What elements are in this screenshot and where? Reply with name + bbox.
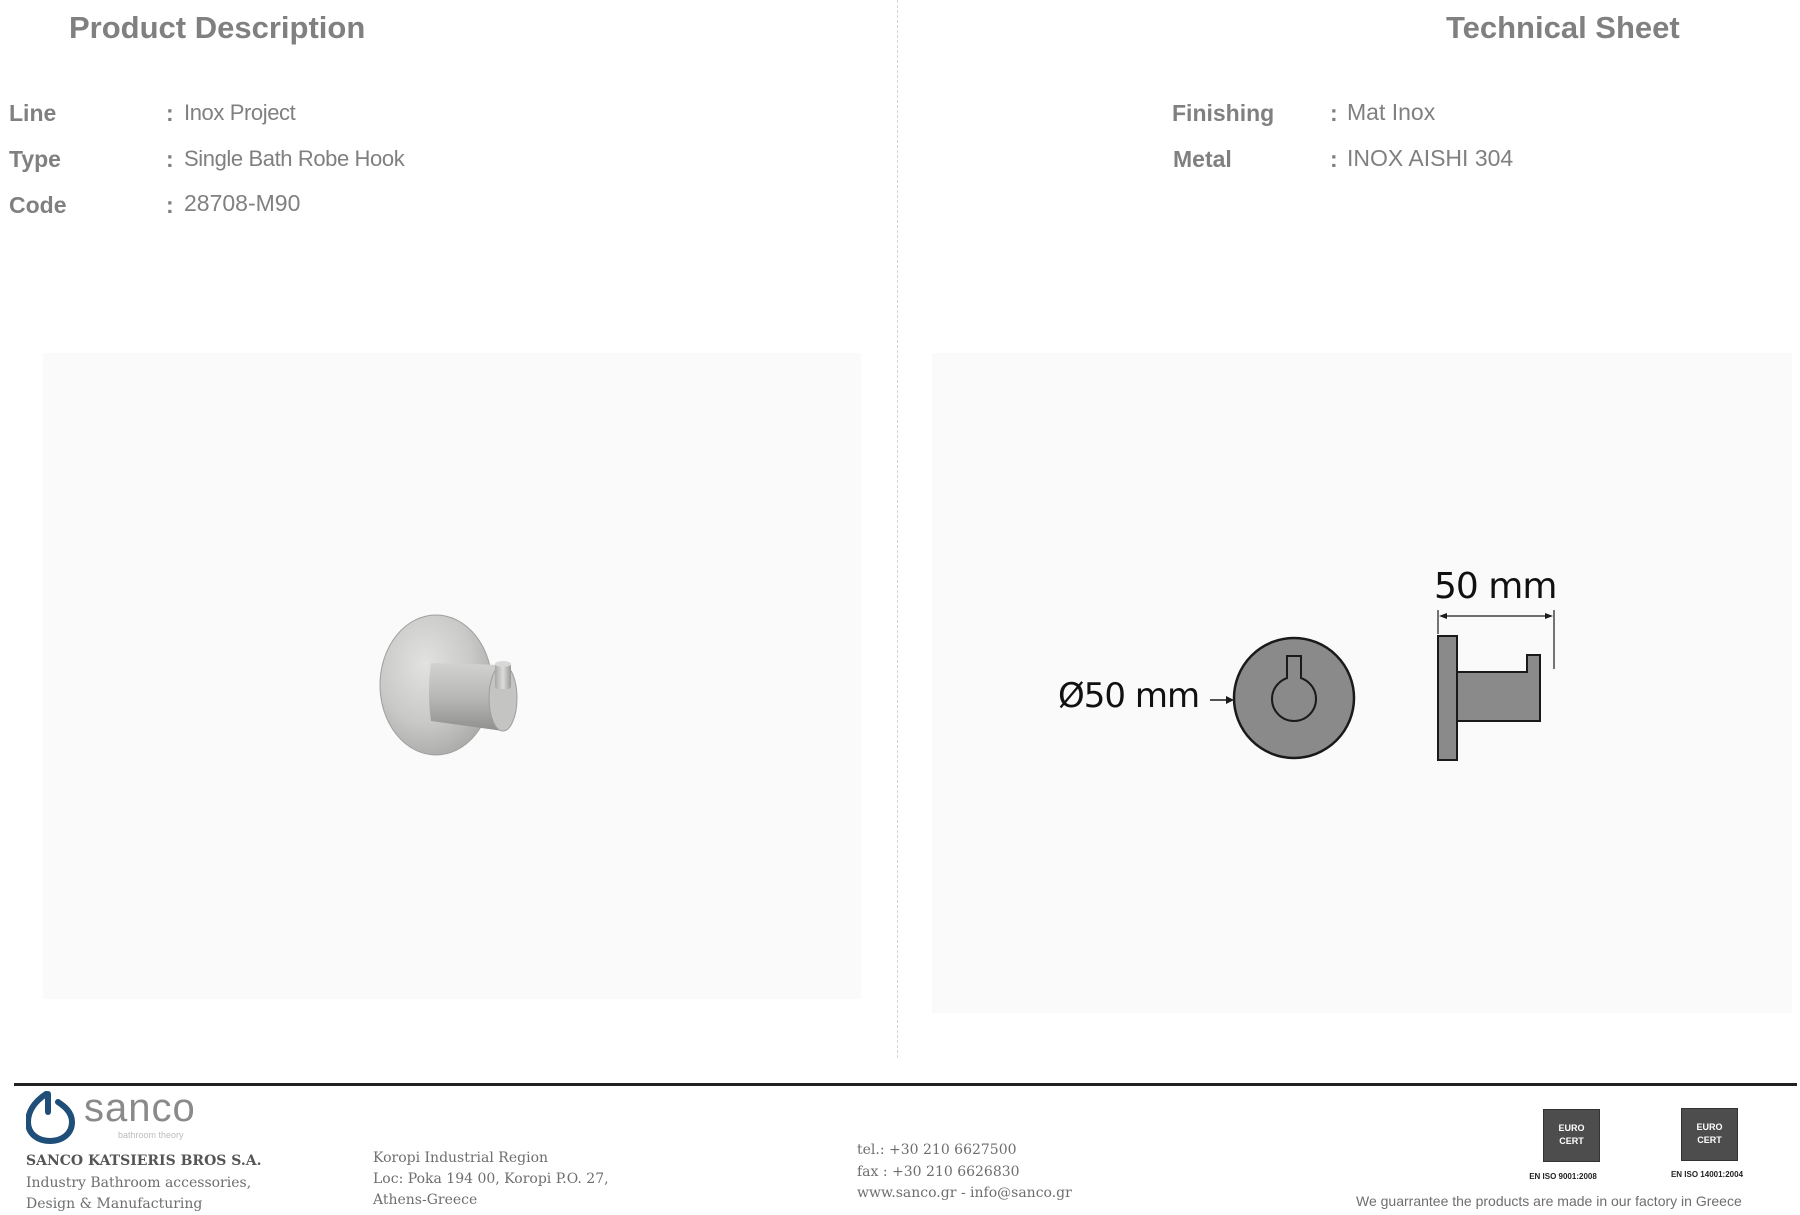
finishing-colon: : bbox=[1330, 100, 1338, 126]
contact-tel[interactable]: tel.: +30 210 6627500 bbox=[857, 1142, 1017, 1158]
finishing-value: Mat Inox bbox=[1347, 99, 1436, 125]
drop-logo-icon bbox=[26, 1088, 80, 1144]
cert-2-caption: EN ISO 14001:2004 bbox=[1670, 1170, 1744, 1179]
product-description-heading: Product Description bbox=[69, 10, 366, 45]
technical-sheet-heading: Technical Sheet bbox=[1446, 10, 1680, 45]
company-line-1: Industry Bathroom accessories, bbox=[26, 1175, 252, 1191]
type-colon: : bbox=[166, 146, 174, 172]
address-line-2: Loc: Poka 194 00, Koropi P.O. 27, bbox=[373, 1171, 609, 1187]
metal-label: Metal bbox=[1173, 146, 1232, 172]
code-label: Code bbox=[9, 192, 67, 218]
side-view-plate bbox=[1438, 636, 1457, 760]
diameter-dimension-label: Ø50 mm bbox=[1058, 676, 1200, 716]
line-label: Line bbox=[9, 100, 57, 126]
footer-rule bbox=[14, 1083, 1797, 1086]
depth-dimension-label: 50 mm bbox=[1434, 566, 1557, 607]
cert-1-line-2: CERT bbox=[1559, 1136, 1584, 1146]
cert-2-line-2: CERT bbox=[1697, 1135, 1722, 1145]
code-value: 28708-M90 bbox=[184, 190, 301, 216]
finishing-label: Finishing bbox=[1172, 100, 1275, 126]
address-line-1: Koropi Industrial Region bbox=[373, 1150, 549, 1166]
brand-name: sanco bbox=[84, 1086, 196, 1130]
side-view-arm bbox=[1457, 655, 1540, 721]
cert-1-caption: EN ISO 9001:2008 bbox=[1529, 1172, 1597, 1181]
column-divider bbox=[897, 0, 898, 1058]
product-photo-panel bbox=[43, 353, 861, 999]
metal-colon: : bbox=[1330, 146, 1338, 172]
brand-tagline: bathroom theory bbox=[118, 1130, 184, 1140]
cert-2-line-1: EURO bbox=[1696, 1122, 1723, 1132]
company-name: SANCO KATSIERIS BROS S.A. bbox=[26, 1153, 262, 1169]
sanco-logo bbox=[26, 1088, 216, 1144]
type-value: Single Bath Robe Hook bbox=[184, 146, 405, 171]
type-label: Type bbox=[9, 146, 61, 172]
code-colon: : bbox=[166, 192, 174, 218]
metal-value: INOX AISHI 304 bbox=[1347, 145, 1514, 171]
line-value: Inox Project bbox=[184, 100, 296, 125]
contact-web-email[interactable]: www.sanco.gr - info@sanco.gr bbox=[857, 1185, 1072, 1201]
address-line-3: Athens-Greece bbox=[373, 1192, 478, 1208]
contact-fax: fax : +30 210 6626830 bbox=[857, 1164, 1020, 1180]
front-view-arm bbox=[1272, 677, 1316, 721]
eurocert-9001-badge bbox=[1543, 1109, 1600, 1162]
company-line-2: Design & Manufacturing bbox=[26, 1196, 203, 1212]
eurocert-14001-badge bbox=[1681, 1108, 1738, 1161]
line-colon: : bbox=[166, 100, 174, 126]
made-in-greece-note: We guarrantee the products are made in our factory in Greece bbox=[1356, 1193, 1742, 1209]
robe-hook-photo bbox=[43, 353, 861, 999]
cert-1-line-1: EURO bbox=[1558, 1123, 1585, 1133]
